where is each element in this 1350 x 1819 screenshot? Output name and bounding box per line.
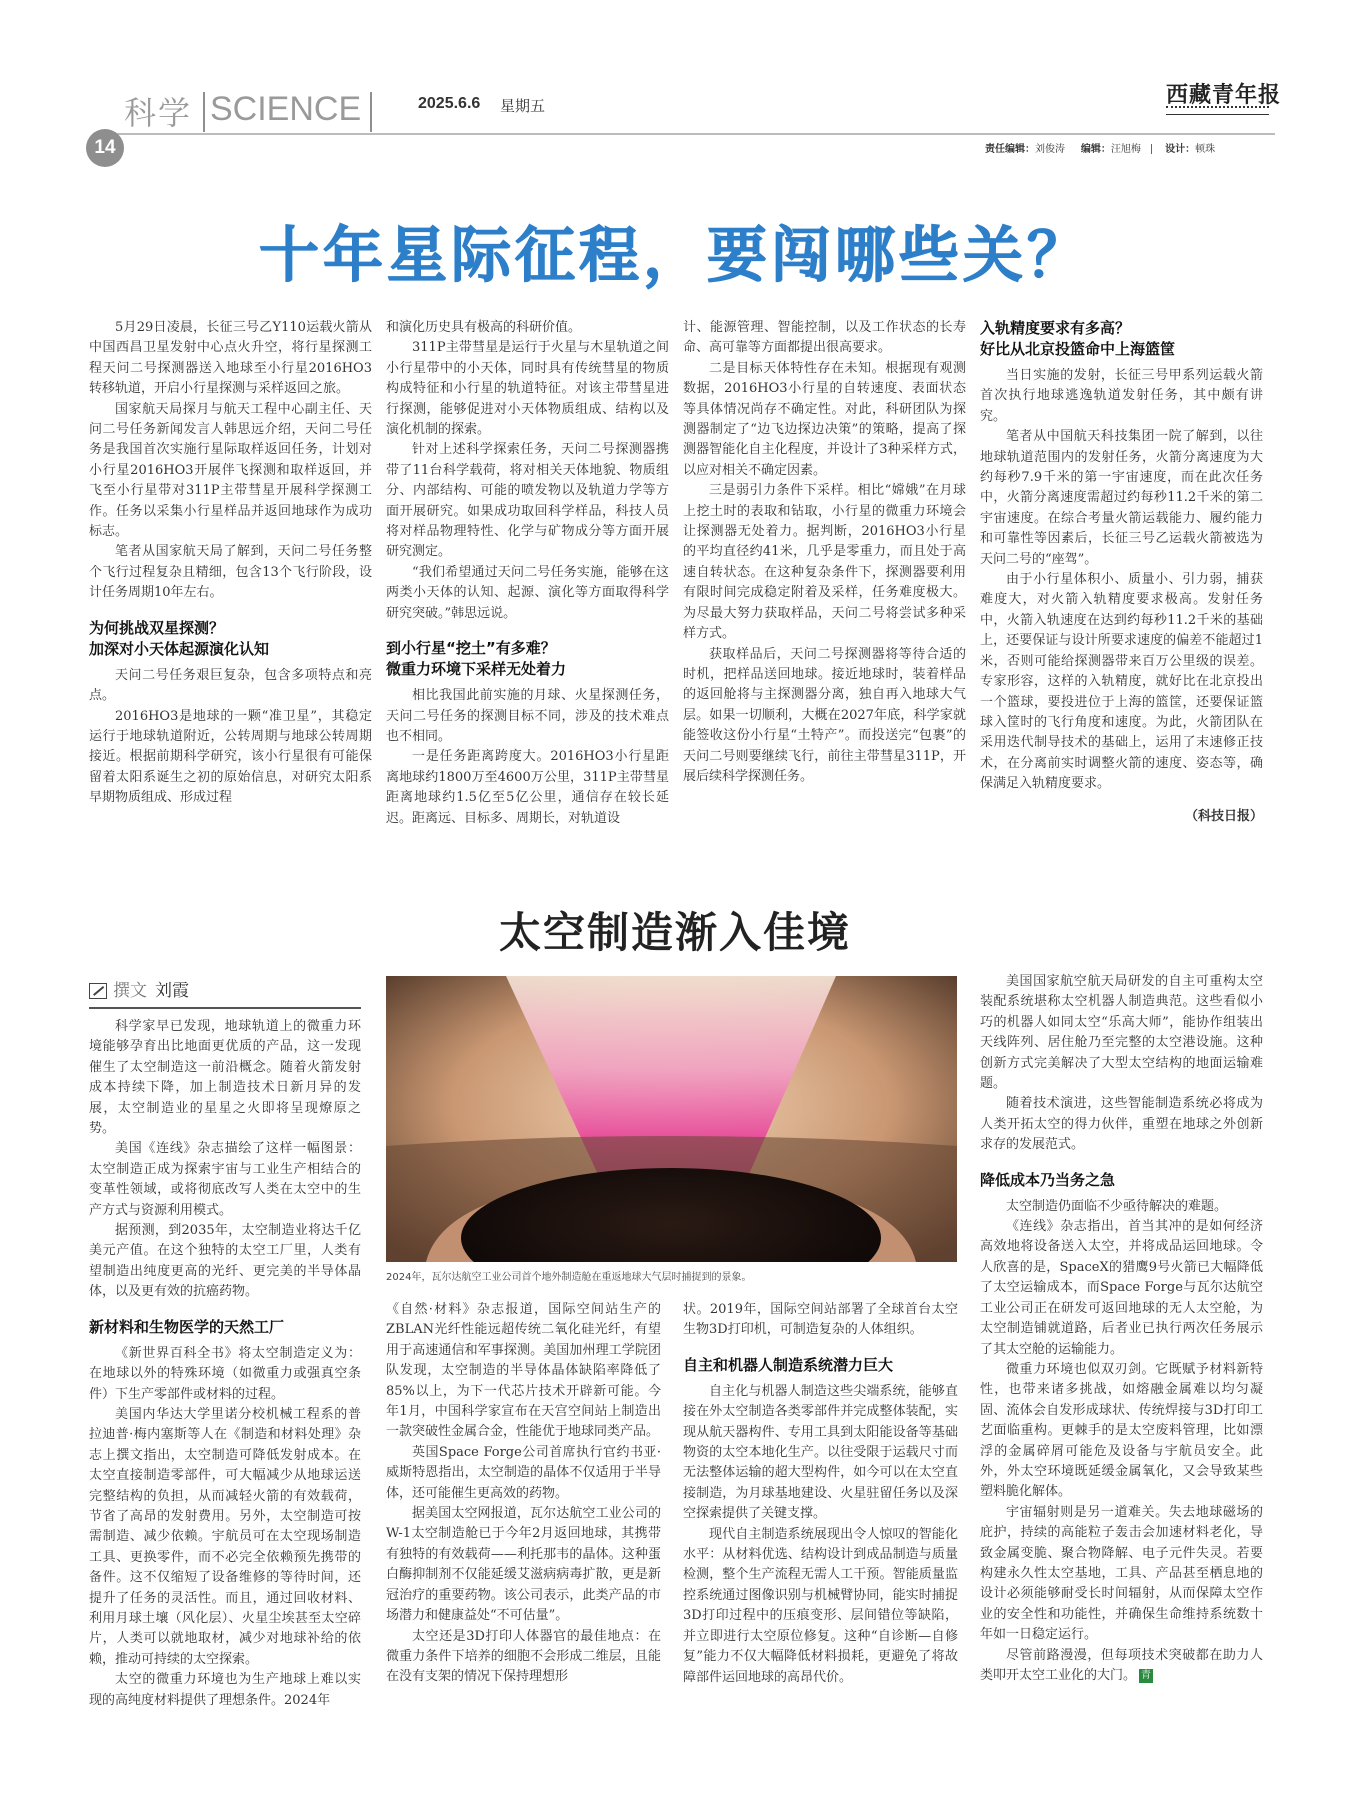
end-mark-icon: 青 <box>1141 1669 1152 1681</box>
subheading: 到小行星“挖土”有多难？ 微重力环境下采样无处着力 <box>386 639 567 679</box>
article2-column-3 <box>683 1300 958 1688</box>
header-rule <box>100 133 1275 135</box>
paragraph: 《新世界百科全书》将太空制造定义为：在地球以外的特殊环境（如微重力或强真空条件）下生产零部件或材料的过程。 <box>89 1345 361 1402</box>
paragraph: 一是任务距离跨度大。2016HO3小行星距离地球约1800万至4600万公里，311P主带彗星距离地球约1.5亿至5亿公里，通信存在较长延迟。距离远、目标多、周期长，对轨道设 <box>386 749 669 826</box>
paragraph: 获取样品后，天问二号探测器将等待合适的时机，把样品送回地球。接近地球时，装着样品的返回舱将与主探测器分离，独自再入地球大气层。如果一切顺利，大概在2027年底，科学家就能签收这份小行星“土特产”。而投送完“包裹”的天问二号则要继续飞行，前往主带彗星311P，开展后续科学探测任务。 <box>683 646 966 784</box>
article1-column-4 <box>980 318 1263 827</box>
issue-date: 2025.6.6 <box>418 95 481 112</box>
byline-label: 撰文 <box>113 981 147 1001</box>
page-number: 14 <box>86 129 124 167</box>
paragraph: 据预测，到2035年，太空制造业将达千亿美元产值。在这个独特的太空工厂里，人类有望制造出纯度更高的光纤、更完美的半导体晶体，以及更有效的抗癌药物。 <box>89 1223 361 1300</box>
credit-value: 刘俊涛 <box>1035 144 1065 155</box>
paragraph: 2016HO3是地球的一颗“准卫星”，其稳定运行于地球轨道附近，公转周期与地球公转周期接近。根据前期科学研究，该小行星很有可能保留着太阳系诞生之初的原始信息，对研究太阳系早期物质组成、形成过程 <box>89 708 372 806</box>
section-title-en: SCIENCE <box>210 90 362 128</box>
article2-headline: 太空制造渐入佳境 <box>498 908 851 957</box>
subheading: 为何挑战双星探测？ 加深对小天体起源演化认知 <box>89 618 270 658</box>
paragraph: 笔者从国家航天局了解到，天问二号任务整个飞行过程复杂且精细，包含13个飞行阶段，设计任务周期10年左右。 <box>89 544 372 601</box>
newspaper-logo: 西藏青年报 <box>1166 82 1282 108</box>
section-divider <box>203 92 205 132</box>
byline <box>89 976 361 1009</box>
paragraph: 太空制造仍面临不少亟待解决的难题。 <box>1006 1198 1228 1214</box>
subheading: 降低成本乃当务之急 <box>980 1170 1116 1189</box>
subheading: 入轨精度要求有多高？ 好比从北京投篮命中上海篮筐 <box>980 319 1176 358</box>
paragraph: 当日实施的发射，长征三号甲系列运载火箭首次执行地球逃逸轨道发射任务，其中颇有讲究。 <box>980 368 1263 424</box>
paragraph: 三是弱引力条件下采样。相比“嫦娥”在月球上挖土时的表取和钻取，小行星的微重力环境会让探测器无处着力。据判断，2016HO3小行星的平均直径约41米，几乎是零重力，而且处于高速自转状态。在这种复杂条件下，探测器要利用有限时间完成稳定附着及采样，任务难度极大。为尽最大努力获取样品，天问二号将尝试多种采样方式。 <box>683 483 966 642</box>
author-name: 刘霞 <box>155 981 189 1001</box>
article2-column-2 <box>386 1300 661 1688</box>
article-photo <box>386 976 957 1262</box>
paragraph: 笔者从中国航天科技集团一院了解到，以往地球轨道范围内的发射任务，火箭分离速度为大约每秒7.9千米的第一宇宙速度，而在此次任务中，火箭分离速度需超过约每秒11.2千米的第二宇宙速度。在综合考量火箭运载能力、履约能力和可靠性等因素后，长征三号乙运载火箭被选为天问二号的“座驾”。 <box>980 429 1263 567</box>
article1-column-1 <box>89 318 372 809</box>
paragraph: 国家航天局探月与航天工程中心副主任、天问二号任务新闻发言人韩思远介绍，天问二号任务是我国首次实施行星际取样返回任务，计划对小行星2016HO3开展伴飞探测和取样返回，并飞至小行星带对311P主带彗星开展科学探测工作。任务以采集小行星样品并返回地球作为成功标志。 <box>89 401 372 540</box>
credit-label: 编辑： <box>1080 144 1111 155</box>
paragraph: “我们希望通过天问二号任务实施，能够在这两类小天体的认知、起源、演化等方面取得科学研究突破。”韩思远说。 <box>386 564 669 621</box>
article2-column-4 <box>980 972 1263 1686</box>
pen-icon <box>89 983 107 999</box>
section-divider <box>370 92 372 132</box>
paragraph: 天问二号任务艰巨复杂，包含多项特点和亮点。 <box>89 667 372 704</box>
paragraph: 针对上述科学探索任务，天问二号探测器携带了11台科学载荷，将对相关天体地貌、物质组分、内部结构、可能的喷发物以及轨道力学等方面开展研究。如果成功取回科学样品，科技人员将对样品物理特性、化学与矿物成分等方面开展研究测定。 <box>386 442 669 560</box>
article-source: （科技日报） <box>1184 808 1263 824</box>
newspaper-logo-tibetan-script <box>1166 106 1269 115</box>
photo-caption: 2024年，瓦尔达航空工业公司首个地外制造舱在重返地球大气层时捕捉到的景象。 <box>386 1272 752 1283</box>
paragraph: 和演化历史具有极高的科研价值。 <box>386 320 582 335</box>
editor-credits <box>985 140 1215 155</box>
paragraph: 《自然·材料》杂志报道，国际空间站生产的ZBLAN光纤性能远超传统二氧化硅光纤，有望用于高速通信和军事探测。美国加州理工学院团队发现，太空制造的半导体晶体缺陷率降低了85%以上，为下一代芯片技术开辟新可能。今年1月，中国科学家宣布在天宫空间站上制造出一款突破性金属合金，性能优于地球同类产品。 <box>386 1302 661 1440</box>
paragraph: 美国内华达大学里诺分校机械工程系的普拉迪普·梅内塞斯等人在《制造和材料处理》杂志上撰文指出，太空制造可降低发射成本。在太空直接制造零部件，可大幅减少从地球运送完整结构的负担，从而减轻火箭的有效载荷，节省了高昂的发射费用。另外，太空制造可按需制造、减少依赖。宇航员可在太空现场制造工具、更换零件，而不必完全依赖预先携带的备件。这不仅缩短了设备维修的等待时间，还提升了任务的灵活性。而且，通过回收材料、利用月球土壤（风化层）、火星尘埃甚至太空碎片，人类可以就地取材，减少对地球补给的依赖，推动可持续的太空探索。 <box>89 1406 361 1667</box>
paragraph: 太空的微重力环境也为生产地球上难以实现的高纯度材料提供了理想条件。2024年 <box>89 1672 361 1708</box>
subheading: 新材料和生物医学的天然工厂 <box>89 1317 285 1336</box>
paragraph: 太空还是3D打印人体器官的最佳地点：在微重力条件下培养的细胞不会形成二维层，且能在没有支架的情况下保持理想形 <box>386 1628 661 1685</box>
paragraph: 微重力环境也似双刃剑。它既赋予材料新特性，也带来诸多挑战，如熔融金属难以均匀凝固、流体会自发形成球状、传统焊接与3D打印工艺面临重构。更棘手的是太空废料管理，比如漂浮的金属碎屑可能危及设备与宇航员安全。此外，外太空环境既延缓金属氧化，又会导致某些塑料脆化解体。 <box>980 1361 1263 1500</box>
credit-value: 顿珠 <box>1195 144 1216 155</box>
capsule-reentry-image <box>386 976 957 1262</box>
article1-column-3 <box>683 318 966 787</box>
article1-column-2 <box>386 318 669 829</box>
paragraph: 美国《连线》杂志描绘了这样一幅图景：太空制造正成为探索宇宙与工业生产相结合的变革性领域，或将彻底改写人类在太空中的生产方式与资源利用模式。 <box>89 1141 361 1218</box>
credit-label: 责任编辑： <box>985 144 1035 155</box>
credit-label: 设计： <box>1165 144 1196 155</box>
paragraph: 相比我国此前实施的月球、火星探测任务，天问二号任务的探测目标不同，涉及的技术难点也不相同。 <box>386 688 669 744</box>
issue-weekday: 星期五 <box>500 97 546 115</box>
paragraph: 随着技术演进，这些智能制造系统必将成为人类开拓太空的得力伙伴，重塑在地球之外创新求存的发展范式。 <box>980 1096 1263 1153</box>
paragraph: 科学家早已发现，地球轨道上的微重力环境能够孕育出比地面更优质的产品，这一发现催生了太空制造这一前沿概念。随着火箭发射成本持续下降，加上制造技术日新月异的发展，太空制造业的星星之火即将呈现燎原之势。 <box>89 1019 361 1137</box>
paragraph: 311P主带彗星是运行于火星与木星轨道之间小行星带中的小天体，同时具有传统彗星的物质构成特征和小行星的轨道特征。对该主带彗星进行探测，能够促进对小天体物质组成、结构以及演化机制的探索。 <box>386 340 669 438</box>
paragraph: 《连线》杂志指出，首当其冲的是如何经济高效地将设备送入太空，并将成品运回地球。令人欣喜的是，SpaceX的猎鹰9号火箭已大幅降低了太空运输成本，而Space Forge与瓦尔达航空工业公司正在研发可返回地球的无人太空舱，为太空制造铺就道路，后者业已执行两次任务展示了其太空舱的运输能力。 <box>980 1219 1263 1357</box>
credit-value: 汪旭梅 <box>1110 144 1141 155</box>
paragraph: 5月29日凌晨，长征三号乙Y110运载火箭从中国西昌卫星发射中心点火升空，将行星探测工程天问二号探测器送入地球至小行星2016HO3转移轨道，开启小行星探测与采样返回之旅。 <box>89 320 372 397</box>
paragraph: 状。2019年，国际空间站部署了全球首台太空生物3D打印机，可制造复杂的人体组织。 <box>683 1302 958 1338</box>
subheading: 自主和机器人制造系统潜力巨大 <box>683 1355 894 1374</box>
section-title-cn: 科学 <box>124 94 193 132</box>
paragraph: 美国国家航空航天局研发的自主可重构太空装配系统堪称太空机器人制造典范。这些看似小巧的机器人如同太空“乐高大师”，能协作组装出天线阵列、居住舱乃至完整的太空港设施。这种创新方式完美解决了大型太空结构的地面运输难题。 <box>980 974 1263 1092</box>
paragraph: 英国Space Forge公司首席执行官约书亚·威斯特恩指出，太空制造的晶体不仅适用于半导体，还可能催生更高效的药物。 <box>386 1444 661 1501</box>
article2-column-1 <box>89 1017 361 1711</box>
paragraph: 据美国太空网报道，瓦尔达航空工业公司的W-1太空制造舱已于今年2月返回地球，其携带有独特的有效载荷——利托那韦的晶体。这种蛋白酶抑制剂不仅能延缓艾滋病病毒扩散，更是新冠治疗的重要药物。该公司表示，此类产品的市场潜力和健康益处“不可估量”。 <box>386 1506 661 1624</box>
paragraph: 二是目标天体特性存在未知。根据现有观测数据，2016HO3小行星的自转速度、表面状态等具体情况尚存不确定性。对此，科研团队为探测器制定了“边飞边探边决策”的策略，提高了探测器智能化自主化程度，并设计了3种采样方式，以应对相关不确定因素。 <box>683 360 966 478</box>
paragraph: 计、能源管理、智能控制，以及工作状态的长寿命、高可靠等方面都提出很高要求。 <box>683 320 966 356</box>
paragraph: 自主化与机器人制造这些尖端系统，能够直接在外太空制造各类零部件并完成整体装配，实现从航天器构件、专用工具到太阳能设备等基础物资的太空本地化生产。以往受限于运载尺寸而无法整体运输的超大型构件，如今可以在太空直接制造，为月球基地建设、火星驻留任务以及深空探索提供了关键支撑。 <box>683 1383 958 1522</box>
paragraph: 宇宙辐射则是另一道难关。失去地球磁场的庇护，持续的高能粒子轰击会加速材料老化，导致金属变脆、聚合物降解、电子元件失灵。若要构建永久性太空基地，工具、产品甚至栖息地的设计必须能够耐受长时间辐射，从而保障太空作业的安全性和功能性，并确保生命维持系统数十年如一日稳定运行。 <box>980 1504 1263 1643</box>
article1-headline: 十年星际征程，要闯哪些关？ <box>259 221 1091 291</box>
paragraph: 现代自主制造系统展现出令人惊叹的智能化水平：从材料优选、结构设计到成品制造与质量检测，整个生产流程无需人工干预。智能质量监控系统通过图像识别与机械臂协同，能实时捕捉3D打印过程中的压痕变形、层间错位等缺陷，并立即进行太空原位修复。这种“自诊断—自修复”能力不仅大幅降低材料损耗，更避免了将故障部件运回地球的高昂代价。 <box>683 1526 958 1685</box>
paragraph: 由于小行星体积小、质量小、引力弱，捕获难度大，对火箭入轨精度要求极高。发射任务中，火箭入轨速度在达到约每秒11.2千米的基础上，还要保证与设计所要求速度的偏差不能超过1米，否则可能给探测器带来百万公里级的误差。专家形容，这样的入轨精度，就好比在北京投出一个篮球，要投进位于上海的篮筐，还要保证篮球入筐时的飞行角度和速度。为此，火箭团队在采用迭代制导技术的基础上，运用了末速修正技术，在分离前实时调整火箭的速度、姿态等，确保满足入轨精度要求。 <box>980 572 1263 792</box>
paragraph: 尽管前路漫漫，但每项技术突破都在助力人类叩开太空工业化的大门。 青 <box>980 1647 1263 1683</box>
